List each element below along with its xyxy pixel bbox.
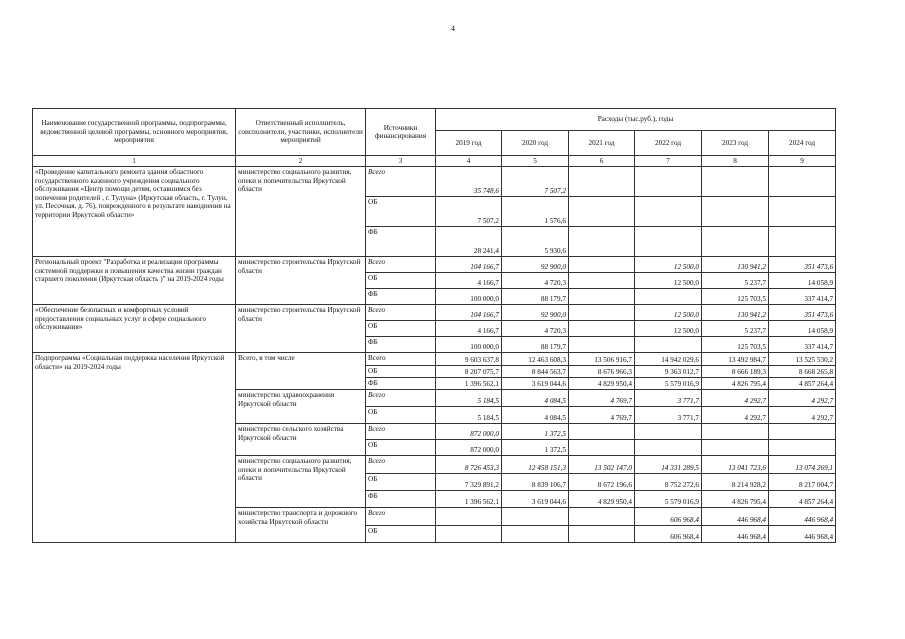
value-cell: 3 619 044,6 bbox=[502, 491, 569, 508]
value-cell: 13 074 269,1 bbox=[769, 456, 836, 474]
source-ob: ОБ bbox=[366, 474, 436, 491]
source-ob: ОБ bbox=[366, 321, 436, 337]
value-cell: 606 968,4 bbox=[635, 508, 702, 526]
value-cell: 872 000,0 bbox=[436, 424, 502, 440]
executor-total: Всего, в том числе bbox=[236, 353, 366, 390]
value-cell: 13 525 530,2 bbox=[769, 353, 836, 366]
value-cell: 88 179,7 bbox=[502, 337, 569, 353]
value-cell: 1 576,6 bbox=[502, 197, 569, 227]
value-cell: 8 214 928,2 bbox=[702, 474, 769, 491]
source-ob: ОБ bbox=[366, 273, 436, 289]
value-cell: 1 396 562,1 bbox=[436, 378, 502, 390]
value-cell: 12 463 608,3 bbox=[502, 353, 569, 366]
value-cell: 5 237,7 bbox=[702, 273, 769, 289]
table-row bbox=[33, 257, 836, 273]
header-expenses: Расходы (тыс.руб.), годы bbox=[436, 109, 836, 131]
value-cell bbox=[702, 424, 769, 440]
value-cell: 8 726 453,3 bbox=[436, 456, 502, 474]
source-total: Всего bbox=[366, 353, 436, 366]
value-cell: 130 941,2 bbox=[702, 257, 769, 273]
value-cell: 446 968,4 bbox=[769, 526, 836, 543]
value-cell: 13 492 984,7 bbox=[702, 353, 769, 366]
value-cell bbox=[635, 167, 702, 197]
column-number: 3 bbox=[366, 156, 436, 167]
value-cell bbox=[702, 197, 769, 227]
activity-name: «Проведение капитального ремонта здания областного государственного казенного учреждения социального обслуживания «Центр помощи детям, оставшимся без попечения родителей , г. Тулуна» (Иркутская область, г. Тулун, ул. Песочная, д. 76), поврежденного в результате наводнения на территории Иркутской области» bbox=[33, 167, 236, 257]
value-cell: 337 414,7 bbox=[769, 289, 836, 305]
page-number: 4 bbox=[451, 24, 455, 33]
value-cell: 446 968,4 bbox=[769, 508, 836, 526]
source-total: Всего bbox=[366, 305, 436, 321]
value-cell: 92 900,0 bbox=[502, 257, 569, 273]
value-cell: 4 857 264,4 bbox=[769, 378, 836, 390]
source-ob: ОБ bbox=[366, 526, 436, 543]
value-cell: 8 672 196,6 bbox=[569, 474, 635, 491]
source-ob: ОБ bbox=[366, 366, 436, 378]
value-cell: 8 217 004,7 bbox=[769, 474, 836, 491]
subprogram-name: Подпрограмма «Социальная поддержка населения Иркутской области» на 2019-2024 годы bbox=[33, 353, 236, 543]
value-cell: 337 414,7 bbox=[769, 337, 836, 353]
source-fb: ФБ bbox=[366, 378, 436, 390]
value-cell: 8 668 265,8 bbox=[769, 366, 836, 378]
value-cell bbox=[769, 167, 836, 197]
column-number: 4 bbox=[436, 156, 502, 167]
value-cell: 9 363 012,7 bbox=[635, 366, 702, 378]
value-cell: 351 473,6 bbox=[769, 257, 836, 273]
header-year: 2020 год bbox=[502, 131, 569, 156]
value-cell bbox=[569, 227, 635, 257]
column-number: 8 bbox=[702, 156, 769, 167]
value-cell bbox=[569, 337, 635, 353]
table-row bbox=[33, 167, 836, 197]
value-cell bbox=[635, 289, 702, 305]
value-cell bbox=[635, 440, 702, 456]
value-cell: 125 703,5 bbox=[702, 337, 769, 353]
value-cell: 8 207 075,7 bbox=[436, 366, 502, 378]
value-cell: 13 041 723,6 bbox=[702, 456, 769, 474]
value-cell: 3 619 044,6 bbox=[502, 378, 569, 390]
value-cell bbox=[769, 424, 836, 440]
value-cell: 4 720,3 bbox=[502, 273, 569, 289]
value-cell: 4 826 795,4 bbox=[702, 491, 769, 508]
value-cell: 606 968,4 bbox=[635, 526, 702, 543]
value-cell: 104 166,7 bbox=[436, 257, 502, 273]
value-cell bbox=[502, 526, 569, 543]
header-year: 2022 год bbox=[635, 131, 702, 156]
value-cell bbox=[635, 337, 702, 353]
value-cell: 28 241,4 bbox=[436, 227, 502, 257]
header-year: 2019 год bbox=[436, 131, 502, 156]
source-total: Всего bbox=[366, 508, 436, 526]
value-cell: 872 000,0 bbox=[436, 440, 502, 456]
value-cell bbox=[569, 289, 635, 305]
table-row bbox=[33, 305, 836, 321]
value-cell: 4 292,7 bbox=[769, 390, 836, 407]
table-row bbox=[33, 353, 836, 366]
value-cell: 5 237,7 bbox=[702, 321, 769, 337]
value-cell bbox=[635, 197, 702, 227]
column-number: 7 bbox=[635, 156, 702, 167]
source-total: Всего bbox=[366, 390, 436, 407]
value-cell: 8 844 563,7 bbox=[502, 366, 569, 378]
activity-name: «Обеспечение безопасных и комфортных условий предоставления социальных услуг в сфере социального обслуживания» bbox=[33, 305, 236, 353]
source-total: Всего bbox=[366, 424, 436, 440]
value-cell: 12 500,0 bbox=[635, 257, 702, 273]
value-cell bbox=[702, 440, 769, 456]
value-cell: 4 166,7 bbox=[436, 273, 502, 289]
value-cell: 7 507,2 bbox=[502, 167, 569, 197]
source-ob: ОБ bbox=[366, 440, 436, 456]
value-cell: 4 292,7 bbox=[769, 407, 836, 424]
value-cell: 8 666 189,3 bbox=[702, 366, 769, 378]
value-cell: 35 748,6 bbox=[436, 167, 502, 197]
header-source: Источники финансирования bbox=[366, 109, 436, 156]
value-cell: 88 179,7 bbox=[502, 289, 569, 305]
value-cell: 5 184,5 bbox=[436, 407, 502, 424]
value-cell bbox=[635, 227, 702, 257]
source-ob: ОБ bbox=[366, 407, 436, 424]
value-cell bbox=[635, 424, 702, 440]
value-cell: 7 329 891,2 bbox=[436, 474, 502, 491]
value-cell bbox=[569, 424, 635, 440]
value-cell: 104 166,7 bbox=[436, 305, 502, 321]
value-cell: 14 942 029,6 bbox=[635, 353, 702, 366]
executor: министерство сельского хозяйства Иркутской области bbox=[236, 424, 366, 456]
value-cell bbox=[569, 526, 635, 543]
value-cell bbox=[569, 273, 635, 289]
value-cell: 4 292,7 bbox=[702, 407, 769, 424]
value-cell bbox=[436, 508, 502, 526]
source-total: Всего bbox=[366, 167, 436, 197]
value-cell: 4 292,7 bbox=[702, 390, 769, 407]
value-cell bbox=[569, 440, 635, 456]
column-number: 5 bbox=[502, 156, 569, 167]
value-cell: 92 900,0 bbox=[502, 305, 569, 321]
value-cell bbox=[769, 440, 836, 456]
value-cell: 4 084,5 bbox=[502, 407, 569, 424]
value-cell: 351 473,6 bbox=[769, 305, 836, 321]
value-cell bbox=[569, 167, 635, 197]
executor: министерство социального развития, опеки и попечительства Иркутской области bbox=[236, 456, 366, 508]
value-cell: 4 829 950,4 bbox=[569, 378, 635, 390]
value-cell: 12 500,0 bbox=[635, 321, 702, 337]
value-cell: 12 500,0 bbox=[635, 305, 702, 321]
value-cell bbox=[502, 508, 569, 526]
value-cell: 5 579 016,9 bbox=[635, 378, 702, 390]
value-cell: 4 826 795,4 bbox=[702, 378, 769, 390]
value-cell: 4 166,7 bbox=[436, 321, 502, 337]
value-cell: 12 458 151,3 bbox=[502, 456, 569, 474]
source-ob: ОБ bbox=[366, 197, 436, 227]
header-year: 2021 год bbox=[569, 131, 635, 156]
value-cell bbox=[769, 227, 836, 257]
value-cell bbox=[569, 197, 635, 227]
value-cell: 14 058,9 bbox=[769, 273, 836, 289]
value-cell: 7 507,2 bbox=[436, 197, 502, 227]
activity-name: Региональный проект "Разработка и реализация программы системной поддержки и повышения качества жизни граждан старшего поколения (Иркутская область )" на 2019-2024 годы bbox=[33, 257, 236, 305]
value-cell: 14 331 289,5 bbox=[635, 456, 702, 474]
value-cell: 130 941,2 bbox=[702, 305, 769, 321]
value-cell: 12 500,0 bbox=[635, 273, 702, 289]
executor: министерство строительства Иркутской области bbox=[236, 305, 366, 353]
header-executor: Ответственный исполнитель, соисполнители, участники, исполнители мероприятий bbox=[236, 109, 366, 156]
column-number: 6 bbox=[569, 156, 635, 167]
value-cell bbox=[769, 197, 836, 227]
value-cell: 100 000,0 bbox=[436, 289, 502, 305]
source-fb: ФБ bbox=[366, 289, 436, 305]
value-cell: 1 372,5 bbox=[502, 424, 569, 440]
value-cell: 4 084,5 bbox=[502, 390, 569, 407]
executor: министерство строительства Иркутской области bbox=[236, 257, 366, 305]
value-cell: 125 703,5 bbox=[702, 289, 769, 305]
header-name: Наименование государственной программы, подпрограммы, ведомственной целевой программы, основного мероприятия, мероприятия bbox=[33, 109, 236, 156]
value-cell bbox=[569, 321, 635, 337]
column-number: 9 bbox=[769, 156, 836, 167]
value-cell: 3 771,7 bbox=[635, 390, 702, 407]
value-cell bbox=[569, 508, 635, 526]
column-number: 1 bbox=[33, 156, 236, 167]
value-cell bbox=[569, 257, 635, 273]
value-cell: 4 857 264,4 bbox=[769, 491, 836, 508]
value-cell: 100 000,0 bbox=[436, 337, 502, 353]
executor: министерство здравоохранения Иркутской области bbox=[236, 390, 366, 424]
source-fb: ФБ bbox=[366, 491, 436, 508]
value-cell: 4 829 950,4 bbox=[569, 491, 635, 508]
value-cell: 4 769,7 bbox=[569, 407, 635, 424]
value-cell bbox=[702, 167, 769, 197]
source-fb: ФБ bbox=[366, 337, 436, 353]
value-cell: 5 930,6 bbox=[502, 227, 569, 257]
value-cell: 13 506 916,7 bbox=[569, 353, 635, 366]
value-cell: 8 752 272,6 bbox=[635, 474, 702, 491]
value-cell bbox=[702, 227, 769, 257]
value-cell: 8 676 966,3 bbox=[569, 366, 635, 378]
header-year: 2024 год bbox=[769, 131, 836, 156]
column-number: 2 bbox=[236, 156, 366, 167]
value-cell: 4 769,7 bbox=[569, 390, 635, 407]
executor: министерство транспорта и дорожного хозяйства Иркутской области bbox=[236, 508, 366, 543]
value-cell: 446 968,4 bbox=[702, 526, 769, 543]
value-cell bbox=[436, 526, 502, 543]
value-cell: 5 579 016,9 bbox=[635, 491, 702, 508]
budget-table bbox=[32, 108, 836, 543]
value-cell: 3 771,7 bbox=[635, 407, 702, 424]
value-cell: 1 372,5 bbox=[502, 440, 569, 456]
value-cell: 5 184,5 bbox=[436, 390, 502, 407]
value-cell: 9 603 637,8 bbox=[436, 353, 502, 366]
value-cell: 8 839 106,7 bbox=[502, 474, 569, 491]
source-total: Всего bbox=[366, 456, 436, 474]
value-cell bbox=[569, 305, 635, 321]
value-cell: 1 396 562,1 bbox=[436, 491, 502, 508]
header-year: 2023 год bbox=[702, 131, 769, 156]
value-cell: 13 502 147,0 bbox=[569, 456, 635, 474]
executor: министерство социального развития, опеки и попечительства Иркутской области bbox=[236, 167, 366, 257]
value-cell: 4 720,3 bbox=[502, 321, 569, 337]
value-cell: 446 968,4 bbox=[702, 508, 769, 526]
source-fb: ФБ bbox=[366, 227, 436, 257]
source-total: Всего bbox=[366, 257, 436, 273]
value-cell: 14 058,9 bbox=[769, 321, 836, 337]
